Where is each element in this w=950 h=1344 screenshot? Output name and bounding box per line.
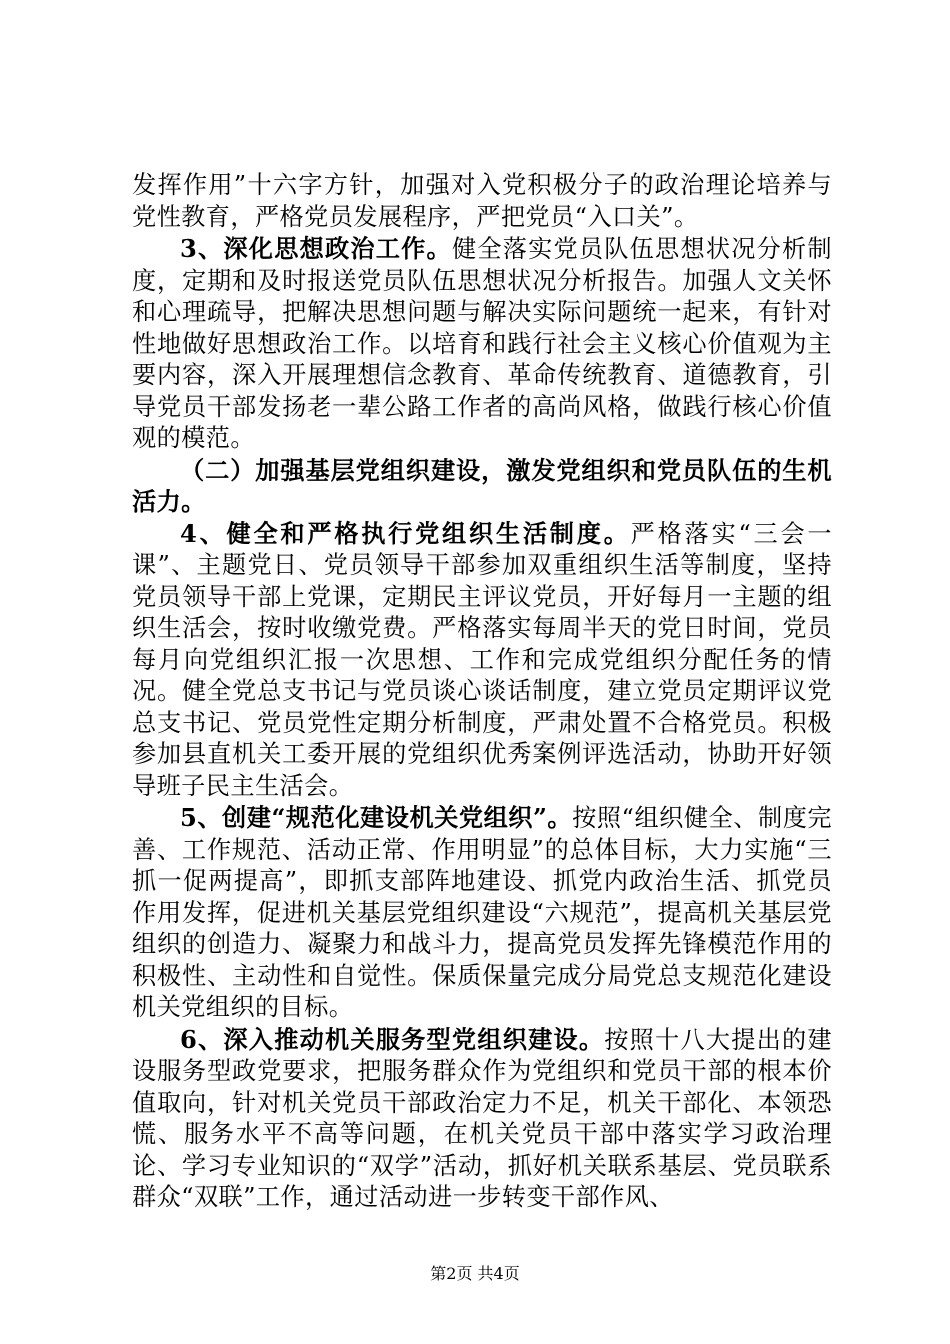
paragraph-heading: 6、深入推动机关服务型党组织建设。 <box>180 1024 605 1054</box>
document-body <box>132 170 832 1214</box>
paragraph-heading: 4、健全和严格执行党组织生活制度。 <box>180 518 631 548</box>
paragraph-text: 按照十八大提出的建设服务型政党要求，把服务群众作为党组织和党员干部的根本价值取向，针对机关党员干部政治定力不足，机关干部化、本领恐慌、服务水平不高等问题，在机关党员干部中落实学习政治理论、学习专业知识的“双学”活动，抓好机关联系基层、党员联系群众“双联”工作，通过活动进一步转变干部作风、 <box>132 1025 832 1211</box>
section-heading: （二）加强基层党组织建设，激发党组织和党员队伍的生机活力。 <box>132 455 832 516</box>
paragraph-heading: 5、创建“规范化建设机关党组织”。 <box>180 803 573 832</box>
paragraph-item-5 <box>132 802 832 1024</box>
paragraph-heading: 3、深化思想政治工作。 <box>180 234 452 263</box>
paragraph-text: 健全落实党员队伍思想状况分析制度，定期和及时报送党员队伍思想状况分析报告。加强人文关怀和心理疏导，把解决思想问题与解决实际问题统一起来，有针对性地做好思想政治工作。以培育和践行社会主义核心价值观为主要内容，深入开展理想信念教育、革命传统教育、道德教育，引导党员干部发扬老一辈公路工作者的高尚风格，做践行核心价值观的模范。 <box>132 235 832 452</box>
paragraph-text: 按照“组织健全、制度完善、工作规范、活动正常、作用明显”的总体目标，大力实施“三抓一促两提高”，即抓支部阵地建设、抓党内政治生活、抓党员作用发挥，促进机关基层党组织建设“六规范”，提高机关基层党组织的创造力、凝聚力和战斗力，提高党员发挥先锋模范作用的积极性、主动性和自觉性。保质保量完成分局党总支规范化建设机关党组织的目标。 <box>132 804 832 1021</box>
paragraph-item-4 <box>132 518 832 803</box>
paragraph-item-3 <box>132 233 832 455</box>
paragraph-continuation <box>132 170 832 233</box>
paragraph-item-6 <box>132 1024 832 1214</box>
paragraph-text: 发挥作用”十六字方针，加强对入党积极分子的政治理论培养与党性教育，严格党员发展程序，严把党员“入口关”。 <box>132 171 832 231</box>
paragraph-text: 严格落实“三会一课”、主题党日、党员领导干部参加双重组织生活等制度，坚持党员领导干部上党课，定期民主评议党员，开好每月一主题的组织生活会，按时收缴党费。严格落实每周半天的党日时间，党员每月向党组织汇报一次思想、工作和完成党组织分配任务的情况。健全党总支书记与党员谈心谈话制度，建立党员定期评议党总支书记、党员党性定期分析制度，严肃处置不合格党员。积极参加县直机关工委开展的党组织优秀案例评选活动，协助开好领导班子民主生活会。 <box>132 519 832 800</box>
page-number-footer: 第2页 共4页 <box>430 1264 520 1283</box>
